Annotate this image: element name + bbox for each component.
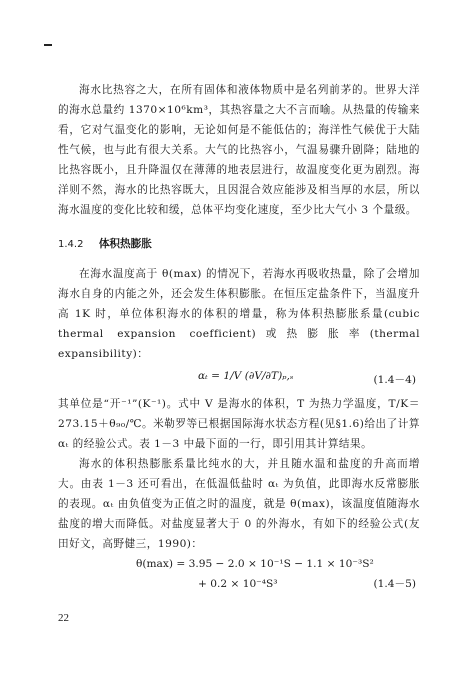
margin-mark	[44, 44, 52, 46]
paragraph-comparison: 海水的体积热膨胀系量比纯水的大，并且随水温和盐度的升高而增大。由表 1－3 还可看出，在低温低盐时 αₜ 为负值，此即海水反常膨胀的表现。αₜ 由负值变为正值之时的温度，就是 θ(max)，该温度值随海水盐度的增大而降低。对盐度显著大于 0 的外海水，有如下的经验公式(友田好文，高野健三，1990)：	[58, 458, 420, 550]
equation-body: θ(max) = 3.95 − 2.0 × 10⁻¹S − 1.1 × 10⁻³S²	[136, 558, 374, 570]
equation-1-4-5-line1	[58, 554, 420, 574]
equation-number: (1.4－4)	[373, 374, 416, 386]
equation-1-4-5-line2	[58, 574, 420, 594]
equation-body: αₜ = 1/V (∂V/∂T)ₚ,ₛ	[198, 370, 294, 382]
equation-body: + 0.2 × 10⁻⁴S³	[198, 578, 278, 590]
equation-1-4-4	[58, 364, 420, 394]
equation-number: (1.4－5)	[373, 578, 416, 590]
paragraph-units: 其单位是“开⁻¹”(K⁻¹)。式中 V 是海水的体积，T 为热力学温度，T/K＝273.15＋θ₉₀/℃。米勒罗等已根据国际海水状态方程(见§1.6)给出了计算 αₜ 的经验公式。表 1－3 中最下面的一行，即引用其计算结果。	[58, 398, 420, 450]
page-body	[58, 80, 420, 594]
paragraph-thermal-expansion: 在海水温度高于 θ(max) 的情况下，若海水再吸收热量，除了会增加海水自身的内能之外，还会发生体积膨胀。在恒压定盐条件下，当温度升高 1K 时，单位体积海水的体积的增量，称为体积热膨胀系量(cubic thermal expansion coefficient)或热膨胀率(thermal expansibility)：	[58, 268, 420, 360]
section-number: 1.4.2	[58, 239, 84, 250]
section-heading	[58, 234, 420, 254]
paragraph-heat-capacity: 海水比热容之大，在所有固体和液体物质中是名列前茅的。世界大洋的海水总量约 1370×10⁶km³，其热容量之大不言而喻。从热量的传输来看，它对气温变化的影响，无论如何是不能低估的；海洋性气候优于大陆性气候，也与此有很大关系。大气的比热容小，气温易骤升剧降；陆地的比热容既小，且升降温仅在薄薄的地表层进行，故温度变化更为剧烈。海洋则不然，海水的比热容既大，且因混合效应能涉及相当厚的水层，所以海水温度的变化比较和缓，总体平均变化速度，至少比大气小 3 个量级。	[58, 84, 420, 216]
section-title: 体积热膨胀	[98, 238, 152, 250]
page-number: 22	[58, 612, 69, 624]
